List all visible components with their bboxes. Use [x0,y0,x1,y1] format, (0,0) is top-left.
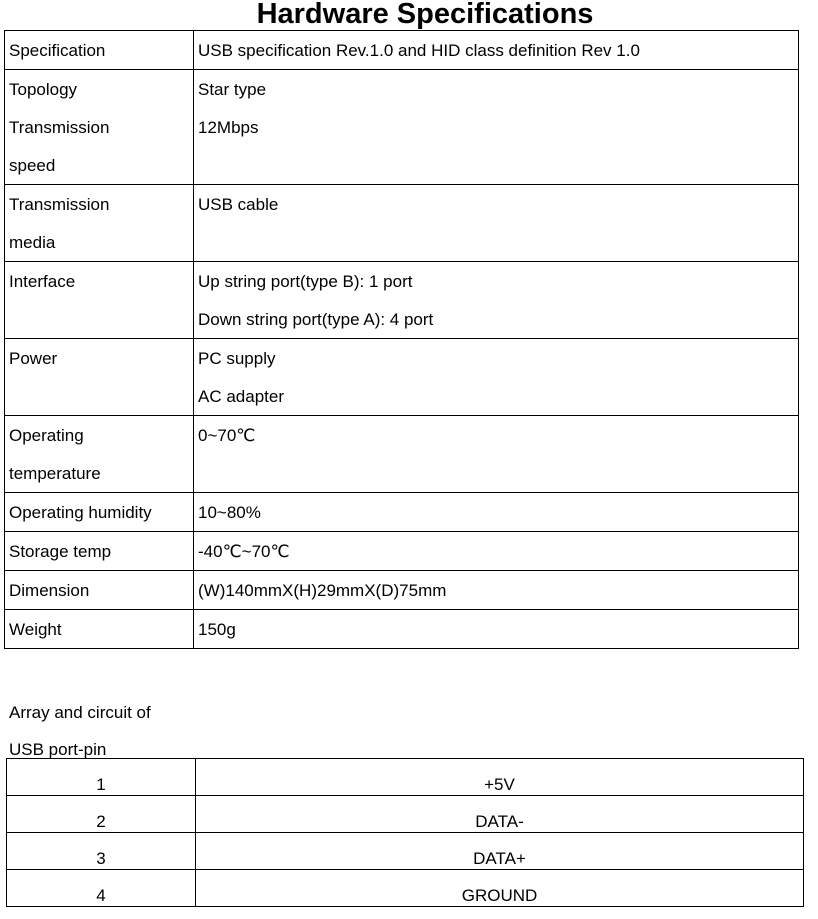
pin-signal: DATA- [475,812,524,831]
pin-number-cell [7,833,196,870]
spec-value-cell [194,532,799,571]
spec-label-line: Power [9,349,58,368]
spec-row [5,185,799,262]
spec-label-cell [5,339,194,416]
spec-value-line: -40℃~70℃ [198,542,290,561]
spec-value-line [198,223,794,261]
spec-row [5,70,799,185]
pin-row [7,796,804,833]
usb-section-heading-line1: Array and circuit of [9,703,151,722]
spec-value-line: 150g [198,620,236,639]
spec-label-line: Transmission [9,195,110,214]
spec-value-line [198,146,794,184]
spec-row [5,262,799,339]
usb-port-pin-table [6,758,804,907]
spec-label-cell [5,185,194,262]
pin-number: 1 [96,775,106,794]
pin-number-cell [7,759,196,796]
pin-signal-cell [196,833,804,870]
spec-row [5,31,799,70]
spec-value-cell [194,416,799,493]
spec-row [5,571,799,610]
spec-label-line: Operating [9,426,84,445]
spec-value-line: AC adapter [198,387,284,406]
spec-label-line: Specification [9,41,106,60]
spec-label-line: speed [9,156,56,175]
spec-value-line: USB cable [198,195,279,214]
spec-value-line: Down string port(type A): 4 port [198,310,434,329]
spec-label-line: Weight [9,620,62,639]
spec-label-line [9,377,189,415]
spec-label-line: Interface [9,272,76,291]
pin-signal: GROUND [461,886,538,905]
page-title: Hardware Specifications [256,0,594,30]
spec-value-cell [194,31,799,70]
spec-value-line: 10~80% [198,503,261,522]
spec-value-cell [194,610,799,649]
pin-signal-cell [196,759,804,796]
spec-row [5,339,799,416]
spec-value-cell [194,571,799,610]
spec-label-cell [5,493,194,532]
pin-row [7,759,804,796]
hardware-specifications-table [4,30,799,649]
spec-value-cell [194,262,799,339]
pin-signal: DATA+ [473,849,526,868]
spec-label-cell [5,31,194,70]
usb-section-heading-line2: USB port-pin [9,740,107,759]
spec-value-line [198,454,794,492]
spec-value-cell [194,493,799,532]
spec-value-line: 0~70℃ [198,426,256,445]
spec-value-cell [194,339,799,416]
pin-row [7,870,804,907]
spec-value-cell [194,185,799,262]
spec-label-line: media [9,233,56,252]
spec-label-line: Storage temp [9,542,112,561]
spec-value-line: USB specification Rev.1.0 and HID class definition Rev 1.0 [198,41,640,60]
pin-number-cell [7,870,196,907]
pin-signal-cell [196,870,804,907]
spec-label-line: Dimension [9,581,90,600]
pin-signal: +5V [484,775,515,794]
spec-value-line: Star type [198,80,267,99]
spec-row [5,532,799,571]
spec-label-cell [5,416,194,493]
spec-row [5,493,799,532]
pin-number-cell [7,796,196,833]
spec-value-line: PC supply [198,349,276,368]
pin-number: 3 [96,849,106,868]
spec-label-cell [5,70,194,185]
pin-row [7,833,804,870]
spec-label-cell [5,610,194,649]
spec-label-cell [5,571,194,610]
spec-value-cell [194,70,799,185]
spec-label-line [9,300,189,338]
spec-label-cell [5,262,194,339]
spec-label-line: temperature [9,464,101,483]
spec-label-cell [5,532,194,571]
spec-label-line: Topology [9,80,78,99]
spec-row [5,610,799,649]
spec-label-line: Transmission [9,118,110,137]
spec-label-line: Operating humidity [9,503,152,522]
spec-value-line: Up string port(type B): 1 port [198,272,413,291]
spec-row [5,416,799,493]
spec-value-line: 12Mbps [198,118,259,137]
pin-number: 2 [96,812,106,831]
spec-value-line: (W)140mmX(H)29mmX(D)75mm [198,581,447,600]
pin-signal-cell [196,796,804,833]
pin-number: 4 [96,886,106,905]
